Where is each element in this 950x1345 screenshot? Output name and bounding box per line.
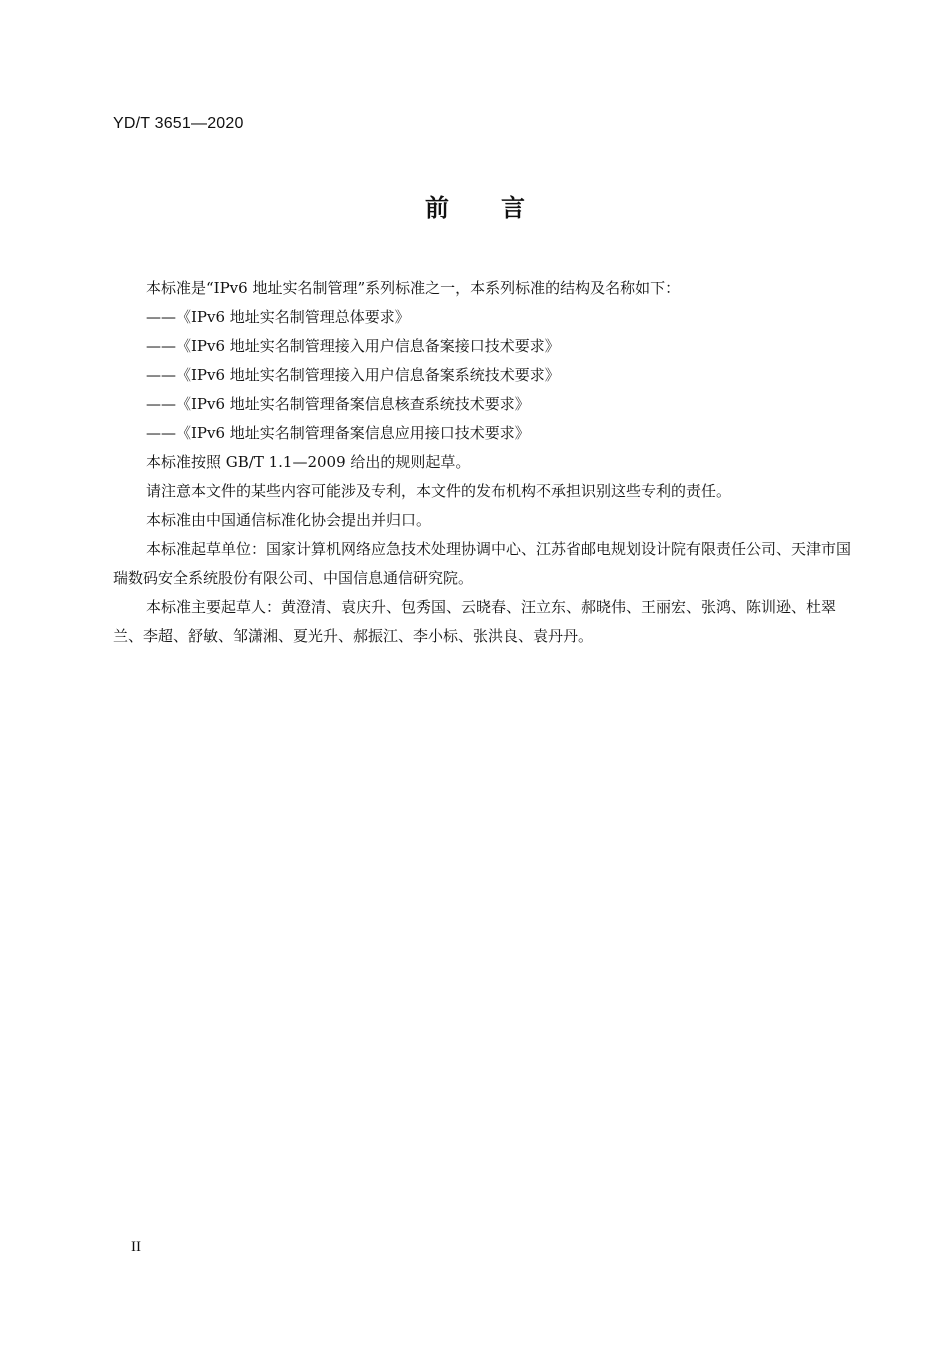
drafters-paragraph: 本标准主要起草人：黄澄清、袁庆升、包秀国、云晓春、汪立东、郝晓伟、王丽宏、张鸿、陈训逊、杜翠兰、李超、舒敏、邹潇湘、夏光升、郝振江、李小标、张洪良、袁丹丹。 [113,598,837,645]
page-title: 前言 [425,194,577,222]
series-list-item: ——《IPv6 地址实名制管理总体要求》 [146,308,410,326]
drafting-units-paragraph: 本标准起草单位：国家计算机网络应急技术处理协调中心、江苏省邮电规划设计院有限责任公司、天津市国瑞数码安全系统股份有限公司、中国信息通信研究院。 [113,540,852,587]
series-list-item: ——《IPv6 地址实名制管理备案信息应用接口技术要求》 [146,424,530,442]
foreword-body [113,274,863,651]
series-list-item: ——《IPv6 地址实名制管理接入用户信息备案接口技术要求》 [146,337,560,355]
series-list-item: ——《IPv6 地址实名制管理接入用户信息备案系统技术要求》 [146,366,560,384]
intro-paragraph: 本标准是“IPv6 地址实名制管理”系列标准之一，本系列标准的结构及名称如下： [146,279,681,297]
drafting-rule-paragraph: 本标准按照 GB/T 1.1—2009 给出的规则起草。 [146,453,471,471]
patent-notice-paragraph: 请注意本文件的某些内容可能涉及专利，本文件的发布机构不承担识别这些专利的责任。 [146,482,732,500]
standard-code: YD/T 3651—2020 [113,115,244,132]
series-list-item: ——《IPv6 地址实名制管理备案信息核查系统技术要求》 [146,395,530,413]
proposer-paragraph: 本标准由中国通信标准化协会提出并归口。 [146,511,432,529]
page-number: II [131,1239,141,1255]
